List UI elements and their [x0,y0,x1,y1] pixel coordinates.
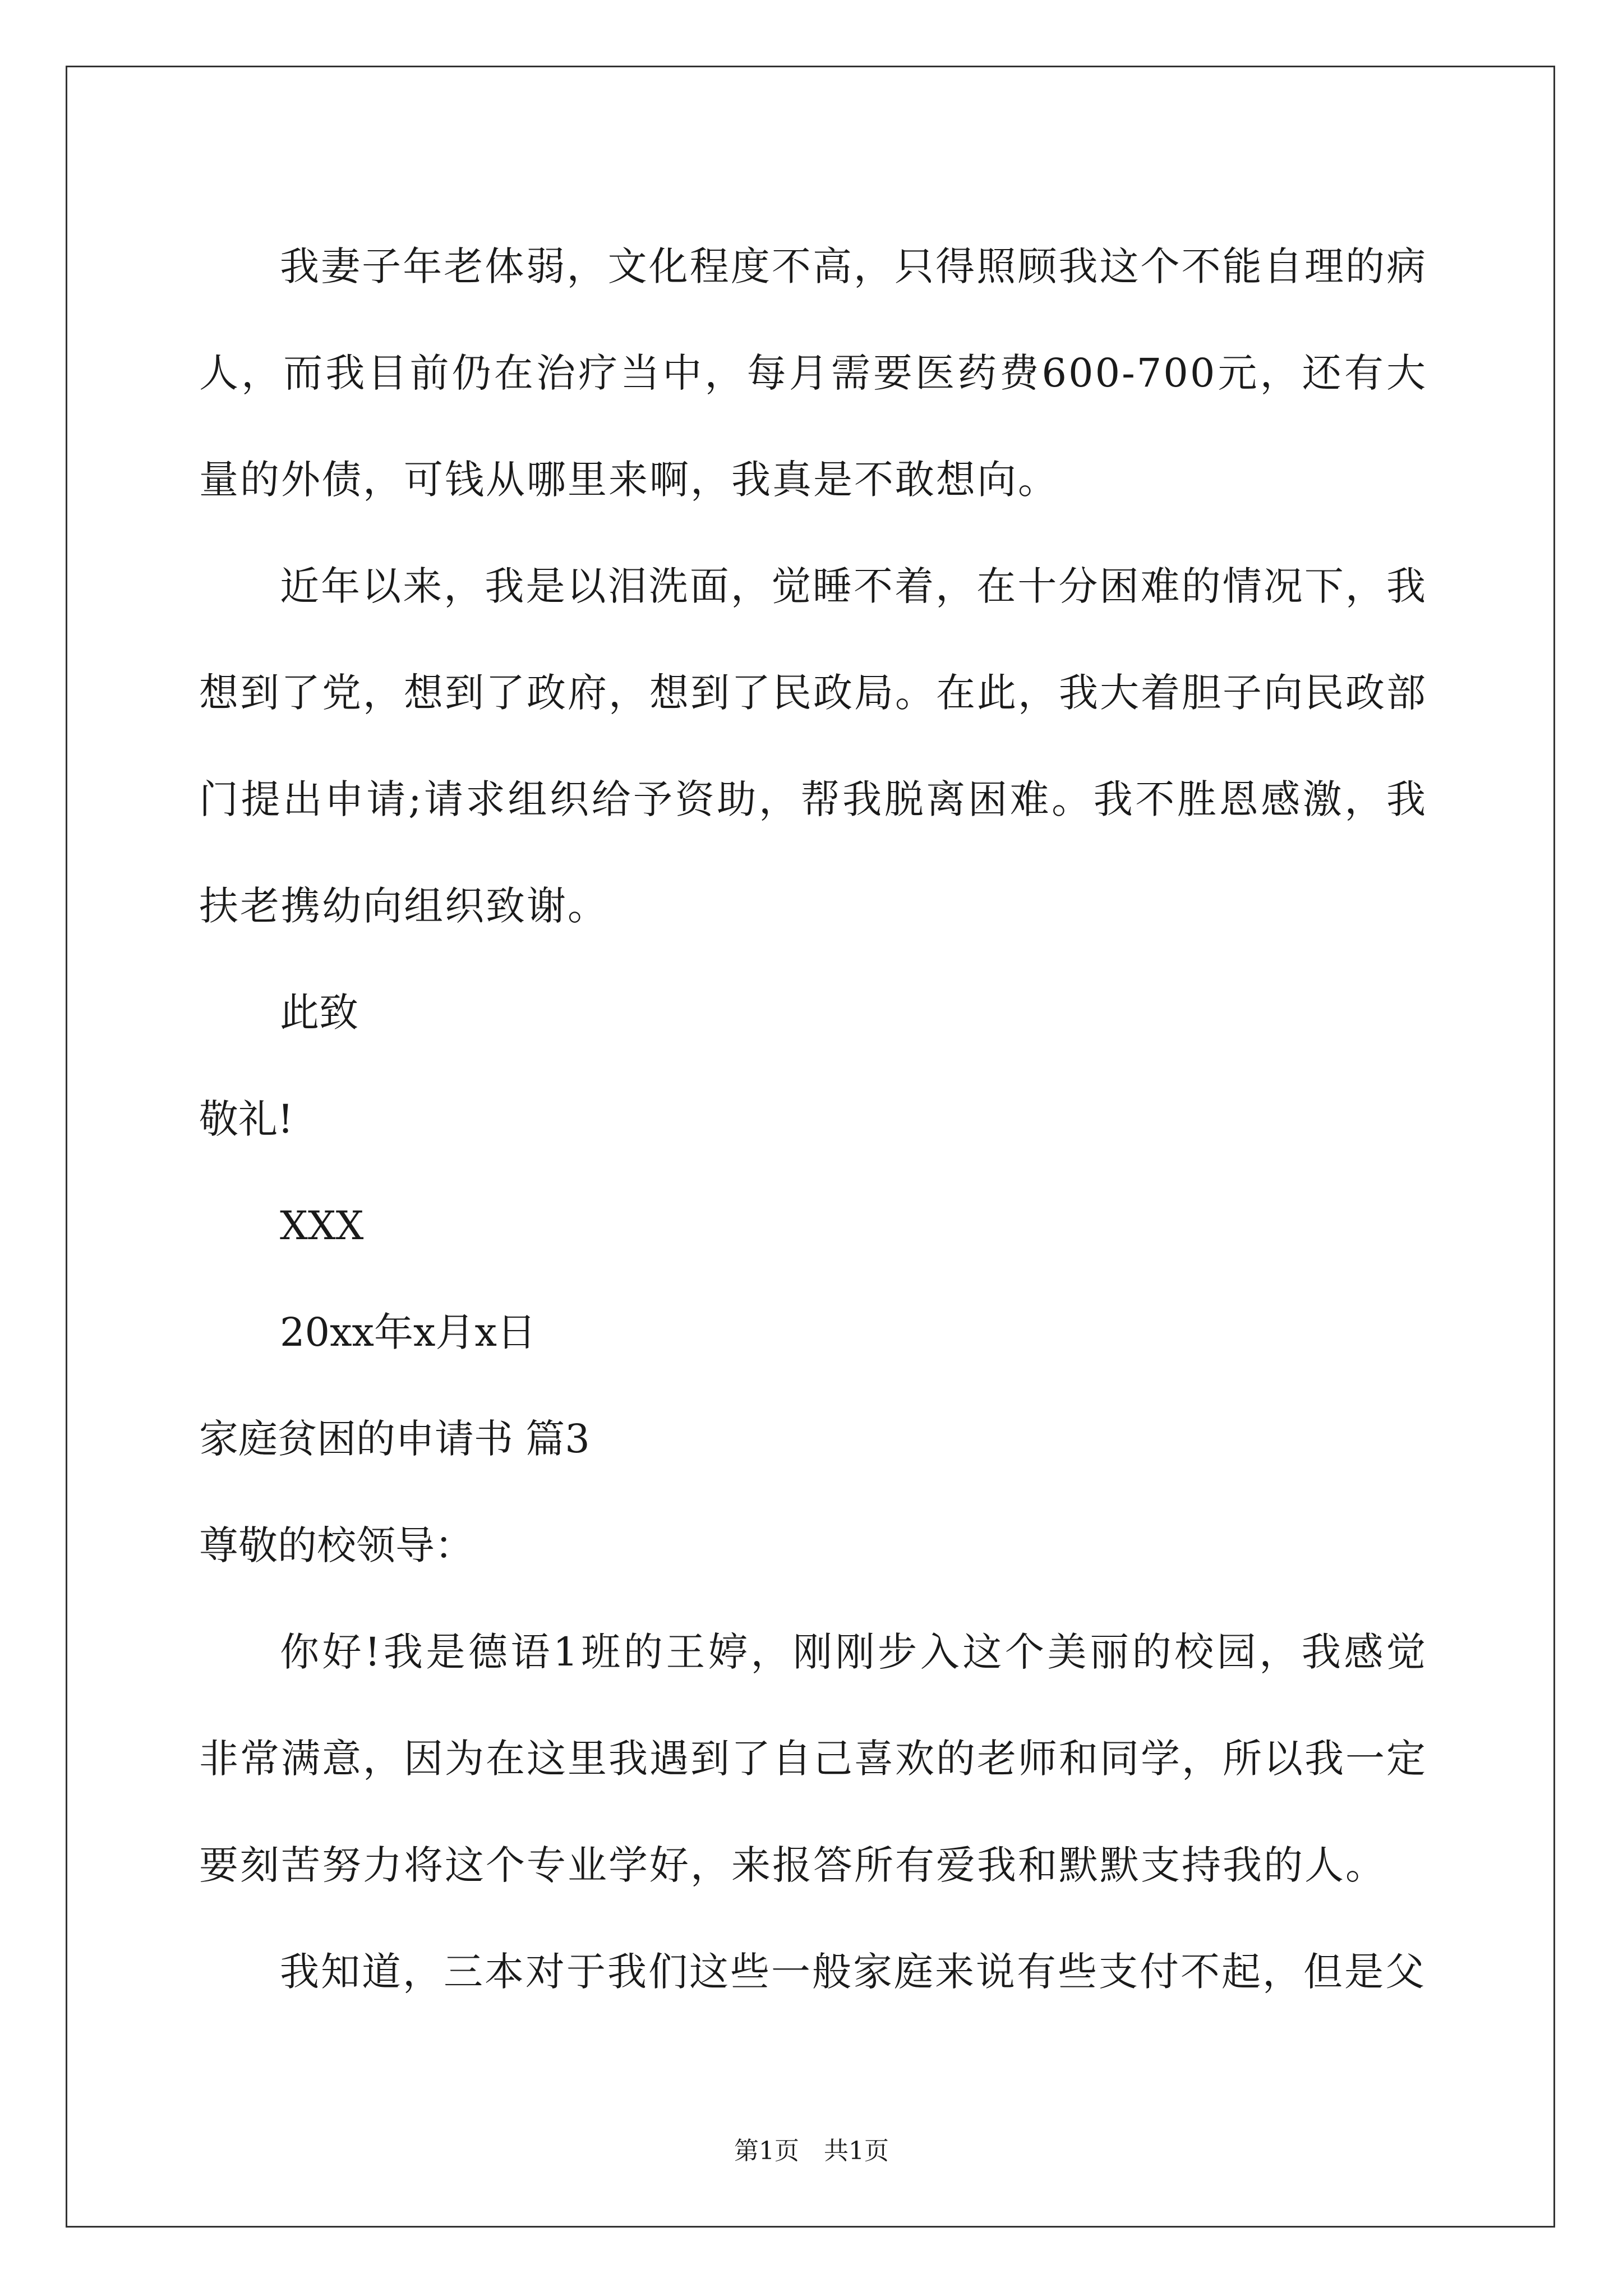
closing-salutation: 此致 [280,990,358,1036]
closing-respect: 敬礼! [199,1096,294,1142]
signature-date: 20xx年x月x日 [280,1309,536,1355]
letter-greeting: 尊敬的校领导： [199,1522,474,1568]
page-footer: 第1页 共1页 [734,2137,889,2165]
paragraph-introduction: 你好!我是德语1班的王婷，刚刚步入这个美丽的校园，我感觉非常满意，因为在这里我遇到了自己喜欢的老师和同学，所以我一定要刻苦努力将这个专业学好，来报答所有爱我和默默支持我的人。 [199,1629,1427,1888]
section-heading: 家庭贫困的申请书 篇3 [199,1416,590,1462]
signature-name: XXX [280,1203,364,1249]
paragraph-request: 近年以来，我是以泪洗面，觉睡不着，在十分困难的情况下，我想到了党，想到了政府，想到了民政局。在此，我大着胆子向民政部门提出申请;请求组织给予资助，帮我脱离困难。我不胜恩感激，我扶老携幼向组织致谢。 [199,563,1427,929]
paragraph-tuition: 我知道，三本对于我们这些一般家庭来说有些支付不起，但是父 [280,1949,1426,1995]
paragraph-medical-costs: 我妻子年老体弱，文化程度不高，只得照顾我这个不能自理的病人，而我目前仍在治疗当中，每月需要医药费600-700元，还有大量的外债，可钱从哪里来啊，我真是不敢想向。 [199,243,1427,503]
document-body [199,213,1427,2025]
